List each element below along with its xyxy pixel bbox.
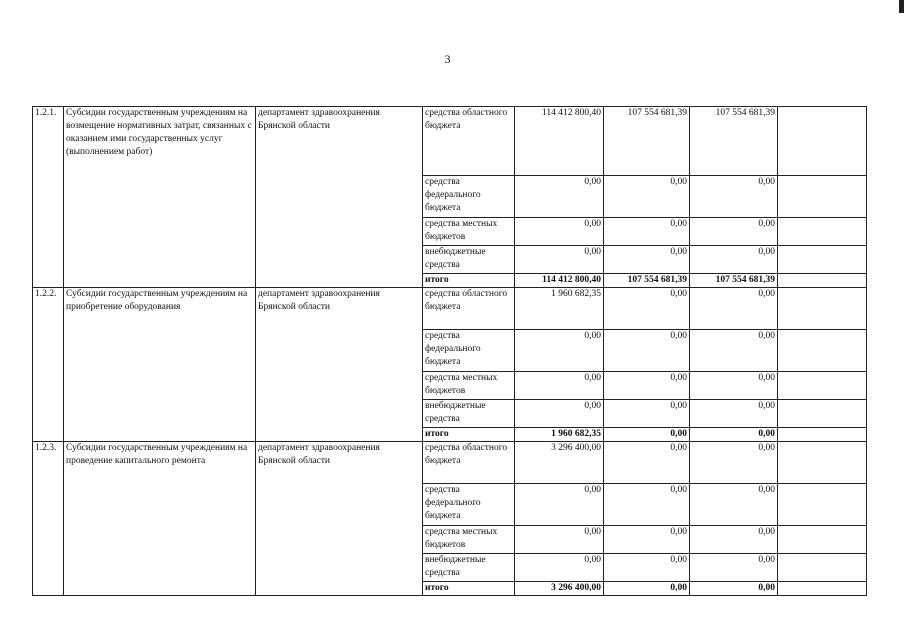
- total-label: итого: [423, 582, 515, 596]
- empty-cell: [778, 246, 867, 274]
- total-value: 0,00: [690, 428, 778, 442]
- page-number: 3: [444, 52, 451, 66]
- table-row: [33, 442, 867, 484]
- empty-cell: [778, 554, 867, 582]
- empty-cell: [778, 484, 867, 526]
- value-cell: 0,00: [604, 288, 690, 330]
- value-cell: 0,00: [515, 484, 604, 526]
- value-cell: 0,00: [604, 400, 690, 428]
- section-name: Субсидии государственным учреждениям на приобретение оборудования: [64, 288, 256, 442]
- value-cell: 0,00: [690, 372, 778, 400]
- section-1-2-3: [33, 442, 867, 596]
- value-cell: 107 554 681,39: [690, 107, 778, 176]
- total-value: 0,00: [690, 582, 778, 596]
- value-cell: 0,00: [690, 554, 778, 582]
- scan-corner-mark: [899, 0, 904, 13]
- empty-cell: [778, 330, 867, 372]
- value-cell: 0,00: [604, 484, 690, 526]
- value-cell: 0,00: [690, 442, 778, 484]
- value-cell: 0,00: [604, 330, 690, 372]
- funding-source: внебюджетные средства: [423, 400, 515, 428]
- value-cell: 1 960 682,35: [515, 288, 604, 330]
- value-cell: 0,00: [604, 442, 690, 484]
- value-cell: 0,00: [515, 246, 604, 274]
- value-cell: 3 296 400,00: [515, 442, 604, 484]
- section-1-2-1: [33, 107, 867, 288]
- value-cell: 107 554 681,39: [604, 107, 690, 176]
- empty-cell: [778, 582, 867, 596]
- section-name: Субсидии государственным учреждениям на проведение капитального ремонта: [64, 442, 256, 596]
- value-cell: 0,00: [690, 246, 778, 274]
- value-cell: 0,00: [604, 526, 690, 554]
- empty-cell: [778, 274, 867, 288]
- value-cell: 0,00: [604, 176, 690, 218]
- value-cell: 0,00: [515, 176, 604, 218]
- empty-cell: [778, 526, 867, 554]
- total-value: 3 296 400,00: [515, 582, 604, 596]
- funding-source: средства местных бюджетов: [423, 526, 515, 554]
- value-cell: 114 412 800,40: [515, 107, 604, 176]
- section-name: Субсидии государственным учреждениям на возмещение нормативных затрат, связанных с оказанием ими государственных услуг (выполнением работ): [64, 107, 256, 288]
- empty-cell: [778, 442, 867, 484]
- total-label: итого: [423, 274, 515, 288]
- value-cell: 0,00: [690, 218, 778, 246]
- funding-source: средства областного бюджета: [423, 288, 515, 330]
- funding-source: средства местных бюджетов: [423, 372, 515, 400]
- funding-source: внебюджетные средства: [423, 554, 515, 582]
- funding-source: средства федерального бюджета: [423, 484, 515, 526]
- section-index: 1.2.3.: [33, 442, 64, 596]
- empty-cell: [778, 288, 867, 330]
- value-cell: 0,00: [690, 400, 778, 428]
- empty-cell: [778, 107, 867, 176]
- table-row: [33, 288, 867, 330]
- section-index: 1.2.2.: [33, 288, 64, 442]
- total-value: 0,00: [604, 428, 690, 442]
- value-cell: 0,00: [690, 330, 778, 372]
- value-cell: 0,00: [515, 330, 604, 372]
- value-cell: 0,00: [604, 372, 690, 400]
- funding-source: средства областного бюджета: [423, 107, 515, 176]
- value-cell: 0,00: [515, 218, 604, 246]
- empty-cell: [778, 218, 867, 246]
- total-label: итого: [423, 428, 515, 442]
- table-row: [33, 107, 867, 176]
- value-cell: 0,00: [690, 288, 778, 330]
- value-cell: 0,00: [604, 246, 690, 274]
- total-value: 114 412 800,40: [515, 274, 604, 288]
- total-value: 1 960 682,35: [515, 428, 604, 442]
- value-cell: 0,00: [515, 526, 604, 554]
- budget-table: [32, 106, 867, 596]
- section-executor: департамент здравоохранения Брянской области: [256, 442, 423, 596]
- empty-cell: [778, 372, 867, 400]
- section-executor: департамент здравоохранения Брянской области: [256, 288, 423, 442]
- value-cell: 0,00: [515, 400, 604, 428]
- value-cell: 0,00: [690, 176, 778, 218]
- funding-source: средства областного бюджета: [423, 442, 515, 484]
- value-cell: 0,00: [604, 554, 690, 582]
- empty-cell: [778, 400, 867, 428]
- empty-cell: [778, 428, 867, 442]
- value-cell: 0,00: [690, 484, 778, 526]
- value-cell: 0,00: [515, 554, 604, 582]
- section-executor: департамент здравоохранения Брянской области: [256, 107, 423, 288]
- value-cell: 0,00: [690, 526, 778, 554]
- empty-cell: [778, 176, 867, 218]
- total-value: 0,00: [604, 582, 690, 596]
- value-cell: 0,00: [515, 372, 604, 400]
- funding-source: средства местных бюджетов: [423, 218, 515, 246]
- funding-source: внебюджетные средства: [423, 246, 515, 274]
- total-value: 107 554 681,39: [604, 274, 690, 288]
- funding-source: средства федерального бюджета: [423, 176, 515, 218]
- total-value: 107 554 681,39: [690, 274, 778, 288]
- value-cell: 0,00: [604, 218, 690, 246]
- funding-source: средства федерального бюджета: [423, 330, 515, 372]
- section-index: 1.2.1.: [33, 107, 64, 288]
- section-1-2-2: [33, 288, 867, 442]
